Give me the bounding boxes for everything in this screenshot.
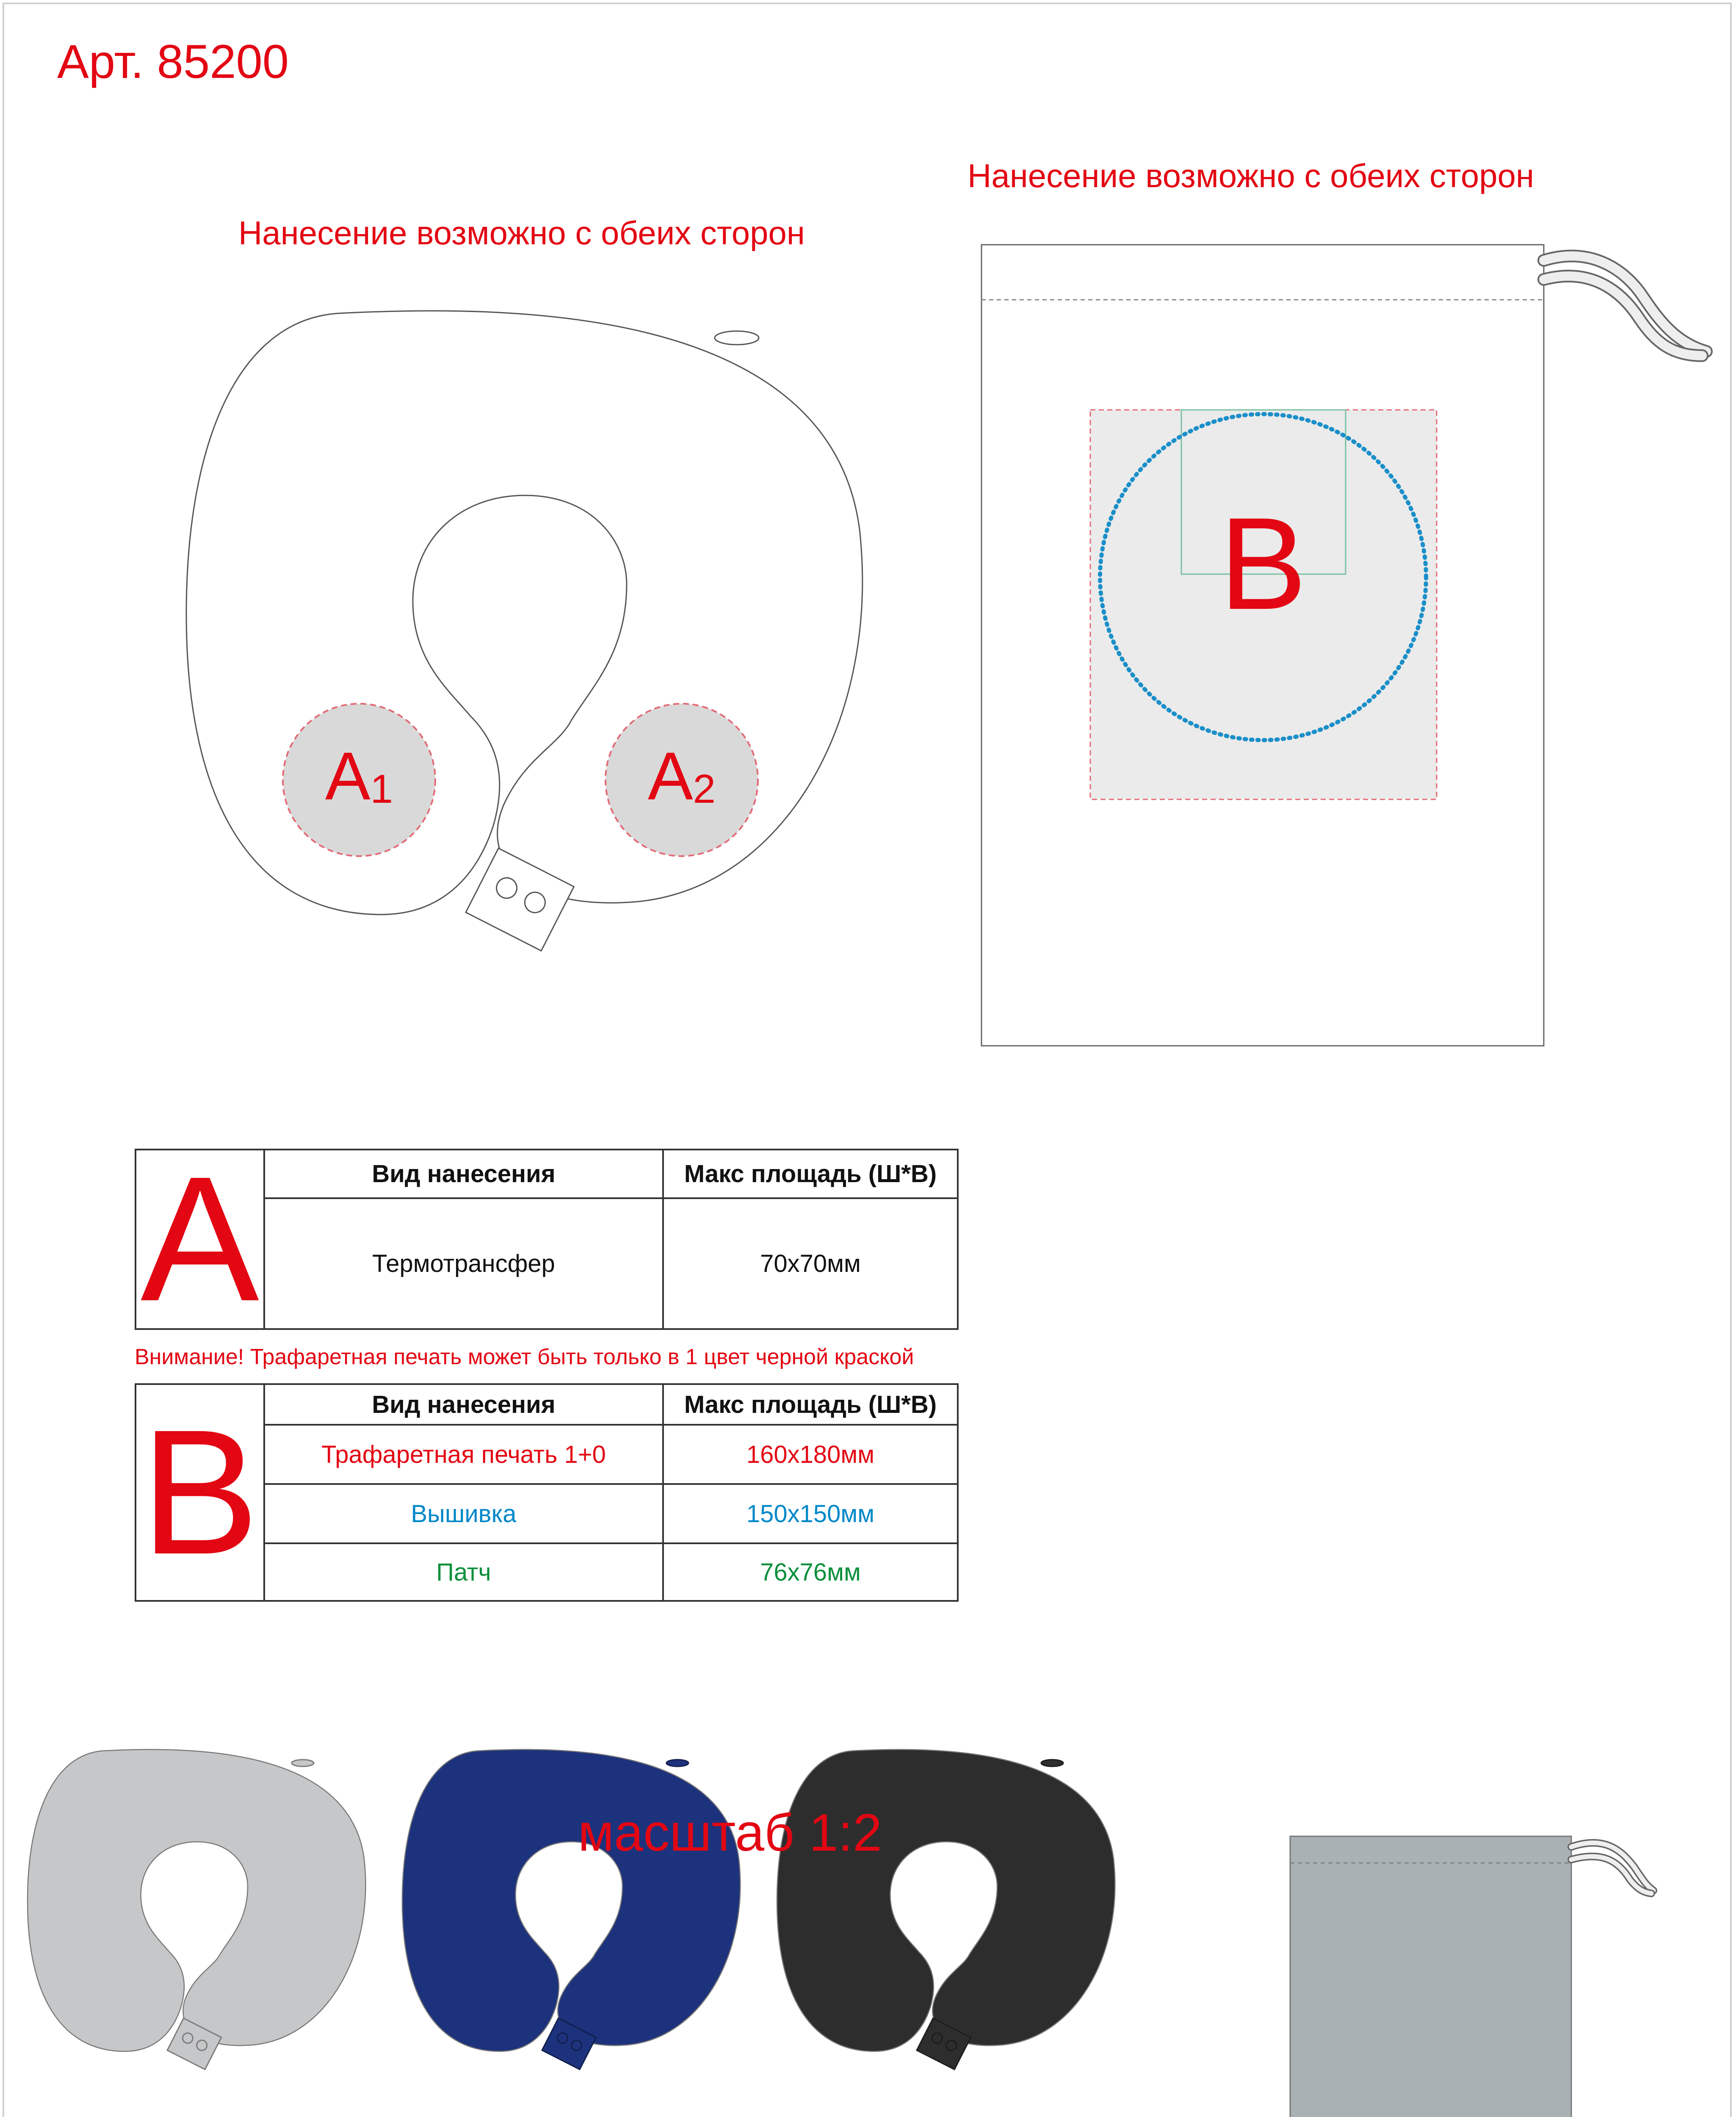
pillow-loop xyxy=(715,331,759,345)
table-b xyxy=(135,1383,959,1602)
table-a-letter: A xyxy=(135,1150,264,1329)
bag-variant xyxy=(1290,1836,1653,2117)
table-b-method: Трафаретная печать 1+0 xyxy=(264,1425,663,1484)
article-number: Арт. 85200 xyxy=(57,35,289,88)
table-a-area: 70х70мм xyxy=(663,1198,958,1329)
table-a xyxy=(135,1140,959,1338)
table-b-method: Патч xyxy=(264,1543,663,1601)
table-b-area: 76х76мм xyxy=(663,1543,958,1601)
table-a-method: Термотрансфер xyxy=(264,1198,663,1329)
bag-schematic xyxy=(981,245,1706,1046)
table-b-header-area: Макс площадь (Ш*В) xyxy=(663,1384,958,1425)
table-a-header-area: Макс площадь (Ш*В) xyxy=(663,1150,958,1198)
zone-a2-label: A2 xyxy=(647,738,716,814)
table-a-header-method: Вид нанесения xyxy=(264,1150,663,1198)
pillow-variant-grey xyxy=(28,1749,365,2070)
zone-a1-label: A1 xyxy=(325,738,393,814)
warning-text: Внимание! Трафаретная печать может быть только в 1 цвет черной краской xyxy=(135,1345,914,1369)
pillow-schematic xyxy=(186,311,862,951)
scale-label: масштаб 1:2 xyxy=(578,1804,882,1862)
bag-variant-cord xyxy=(1571,1843,1653,1890)
bag-variant-body xyxy=(1290,1836,1571,2117)
pillow-variant-navy xyxy=(402,1749,740,2070)
table-b-letter: B xyxy=(135,1384,264,1601)
pillow-print-note: Нанесение возможно с обеих сторон xyxy=(238,214,805,251)
table-b-method: Вышивка xyxy=(264,1484,663,1543)
zone-b-label: B xyxy=(1219,490,1307,637)
bag-print-note: Нанесение возможно с обеих сторон xyxy=(968,157,1534,194)
table-b-header-method: Вид нанесения xyxy=(264,1384,663,1425)
table-b-area: 150х150мм xyxy=(663,1484,958,1543)
pillow-outline xyxy=(186,311,862,915)
table-b-area: 160х180мм xyxy=(663,1425,958,1484)
pillow-variant-black xyxy=(777,1749,1115,2070)
